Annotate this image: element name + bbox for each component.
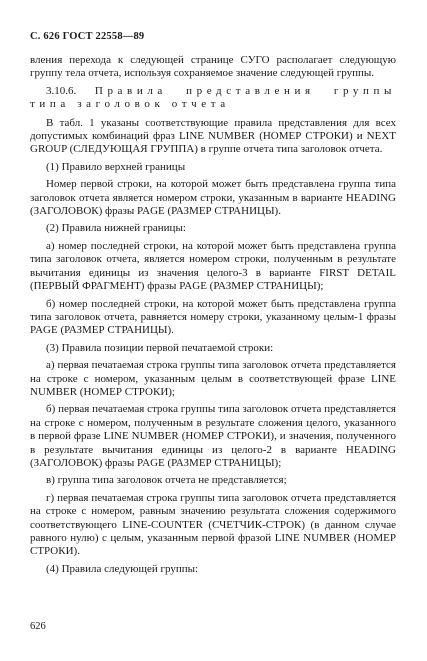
text-column bbox=[30, 54, 396, 580]
list-item: в) группа типа заголовок отчета не представляется; bbox=[46, 474, 287, 487]
list-item: г) первая печатаемая строка группы типа заголовок отчета представляется на строке с номером, равным значению результата сложения содержимого соответствующего LINE-COUNTER (СЧЕТЧИК-СТРОК) (в данном случае равного нулю) с целым, указанным первой фразой LINE NUMBER (НОМЕР СТРОКИ). bbox=[30, 491, 396, 558]
rule-heading: (3) Правила позиции первой печатаемой строки: bbox=[46, 341, 274, 354]
body-paragraph: Номер первой строки, на которой может быть представлена группа типа заголовок отчета является номером строки, указанным в варианте HEADING (ЗАГОЛОВОК) фразы PAGE (РАЗМЕР СТРАНИЦЫ). bbox=[30, 178, 396, 218]
page-number: 626 bbox=[30, 621, 46, 632]
section-number: 3.10.6. bbox=[46, 84, 77, 97]
list-item: б) первая печатаемая строка группы типа заголовок отчета представляется на строке с номером, полученным в результате сложения целого, указанного в первой фразе LINE NUMBER (НОМЕР СТРОКИ), и значения, полученного в результате вычитания единицы из целого-2 в варианте HEADING (ЗАГОЛОВОК) фразы PAGE (РАЗМЕР СТРАНИЦЫ); bbox=[30, 403, 396, 469]
body-paragraph: В табл. 1 указаны соответствующие правила представления для всех допустимых комбинаций фраз LINE NUMBER (НОМЕР СТРОКИ) и NEXT GROUP (СЛЕДУЮЩАЯ ГРУППА) в группе отчета типа заголовок отчета. bbox=[30, 116, 396, 156]
section-heading bbox=[30, 85, 396, 112]
list-item: а) первая печатаемая строка группы типа заголовок отчета представляется на строке с номером, указанным целым в соответствующей фразе LINE NUMBER (НОМЕР СТРОКИ); bbox=[30, 359, 396, 398]
page-header: С. 626 ГОСТ 22558—89 bbox=[30, 31, 145, 42]
continued-paragraph: вления перехода к следующей странице СУГО располагает следующую группу тела отчета, используя сохраняемое значение следующей группы. bbox=[30, 54, 396, 80]
rule-heading: (4) Правила следующей группы: bbox=[46, 562, 199, 575]
rule-heading: (1) Правило верхней границы bbox=[46, 160, 186, 173]
rule-heading: (2) Правила нижней границы: bbox=[46, 222, 186, 235]
section-title: Правила представления группы типа заголовок отчета bbox=[30, 84, 396, 111]
list-item: б) номер последней строки, на которой может быть представлена группа типа заголовок отчета, равняется номеру строки, указанному целым-1 фразы PAGE (РАЗМЕР СТРАНИЦЫ). bbox=[30, 297, 396, 337]
list-item: а) номер последней строки, на которой может быть представлена группа типа заголовок отчета, является номером строки, полученным в результате вычитания единицы из значения целого-3 в варианте FIRST DETAIL (ПЕРВЫЙ ФРАГМЕНТ) фразы PAGE (РАЗМЕР СТРАНИЦЫ); bbox=[30, 239, 396, 293]
